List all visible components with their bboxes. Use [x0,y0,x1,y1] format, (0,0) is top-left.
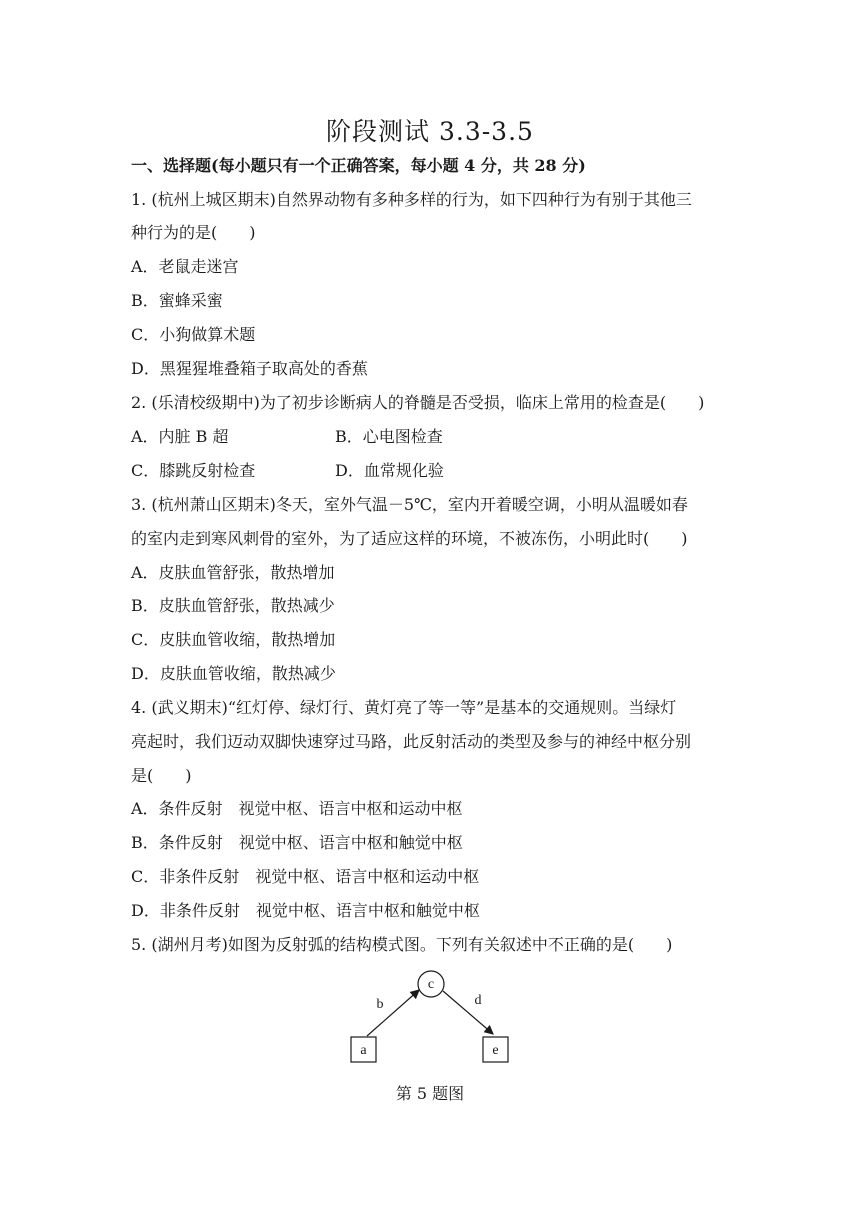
question-1-option-c: C．小狗做算术题 [131,325,256,344]
reflex-arc-diagram [345,966,515,1068]
question-4-line-1: 4. (武义期末)“红灯停、绿灯行、黄灯亮了等一等”是基本的交通规则。当绿灯 [131,698,677,717]
question-3-option-d: D．皮肤血管收缩，散热减少 [131,664,336,683]
arrow-b [367,990,419,1036]
node-a-label: a [360,1043,367,1058]
question-3-option-b: B．皮肤血管舒张，散热减少 [131,596,335,615]
label-b: b [376,997,384,1012]
question-1-option-b: B．蜜蜂采蜜 [131,291,223,310]
question-3-line-1: 3. (杭州萧山区期末)冬天，室外气温－5℃，室内开着暖空调，小明从温暖如春 [131,495,688,514]
question-2-option-c: C．膝跳反射检查 [131,461,256,480]
question-2-option-d: D．血常规化验 [335,461,444,480]
section-heading: 一、选择题(每小题只有一个正确答案，每小题 4 分，共 28 分) [131,156,586,175]
question-4-option-b: B．条件反射 视觉中枢、语言中枢和触觉中枢 [131,833,463,852]
node-e-label: e [492,1043,499,1058]
question-4-option-d: D．非条件反射 视觉中枢、语言中枢和触觉中枢 [131,901,480,920]
arrow-d [443,991,493,1034]
label-d: d [474,993,482,1008]
question-3-option-c: C．皮肤血管收缩，散热增加 [131,630,336,649]
question-1-option-d: D．黑猩猩堆叠箱子取高处的香蕉 [131,359,368,378]
question-1-option-a: A．老鼠走迷宫 [131,257,239,276]
question-4-option-c: C．非条件反射 视觉中枢、语言中枢和运动中枢 [131,867,480,886]
question-2-option-b: B．心电图检查 [335,427,443,446]
question-5-line-1: 5. (湖州月考)如图为反射弧的结构模式图。下列有关叙述中不正确的是( ) [131,935,673,954]
question-3-option-a: A．皮肤血管舒张，散热增加 [131,563,335,582]
question-2-option-a: A．内脏 B 超 [131,427,229,446]
question-1-line-2: 种行为的是( ) [131,223,256,242]
question-3-line-2: 的室内走到寒风刺骨的室外，为了适应这样的环境，不被冻伤，小明此时( ) [131,529,688,548]
question-1-line-1: 1. (杭州上城区期末)自然界动物有多种多样的行为，如下四种行为有别于其他三 [131,190,692,209]
question-2-line-1: 2. (乐清校级期中)为了初步诊断病人的脊髓是否受损，临床上常用的检查是( ) [131,393,705,412]
page-title: 阶段测试 3.3-3.5 [326,117,534,146]
question-4-line-2: 亮起时，我们迈动双脚快速穿过马路，此反射活动的类型及参与的神经中枢分别 [131,732,692,751]
figure-caption: 第 5 题图 [395,1084,465,1103]
question-4-option-a: A．条件反射 视觉中枢、语言中枢和运动中枢 [131,799,463,818]
node-c-label: c [427,977,435,992]
question-4-line-3: 是( ) [131,766,192,785]
